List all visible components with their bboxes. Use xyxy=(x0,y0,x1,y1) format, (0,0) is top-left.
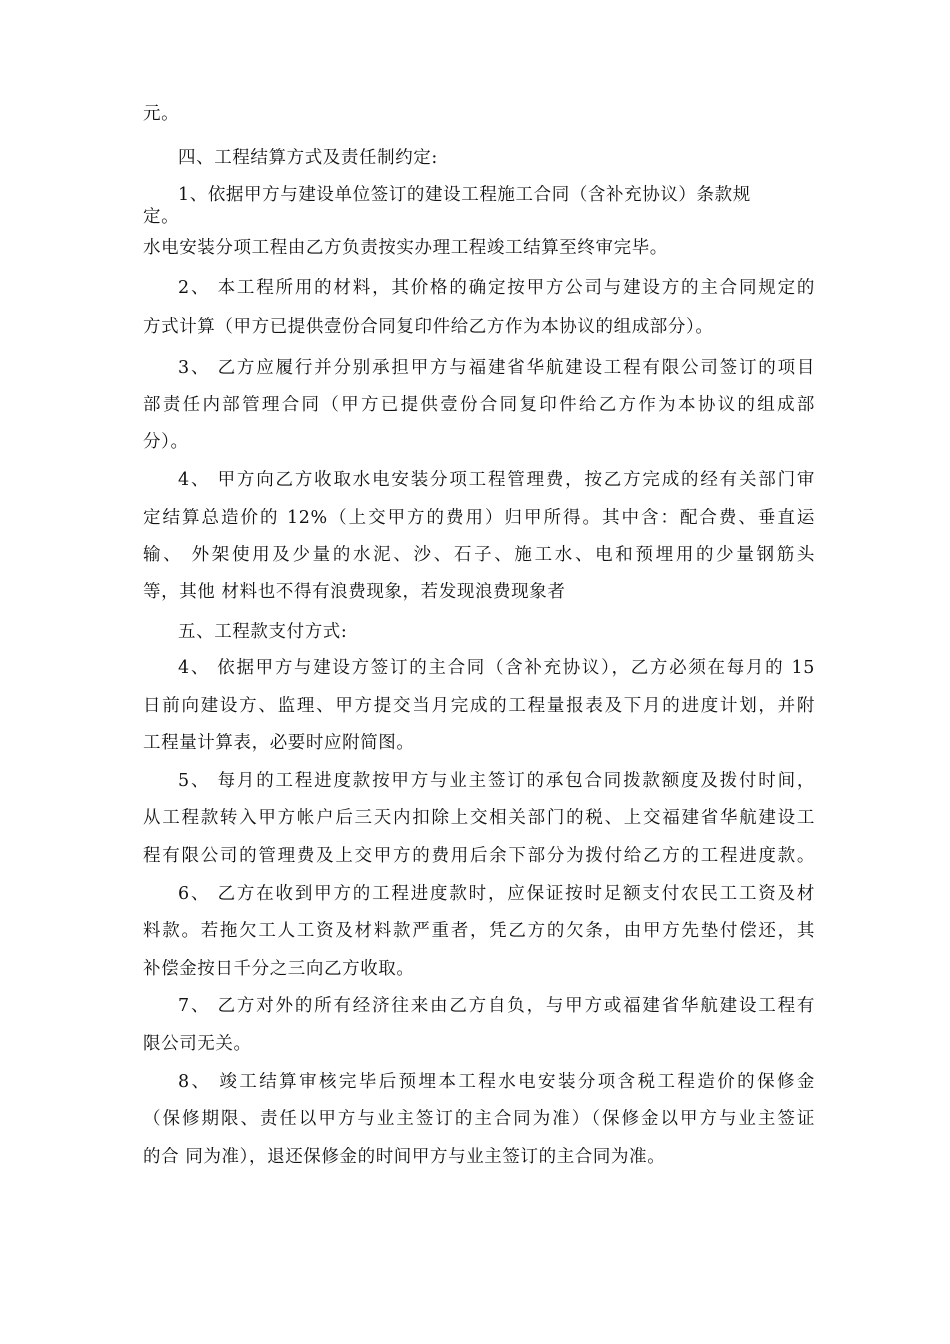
text-line-9: 部责任内部管理合同（甲方已提供壹份合同复印件给乙方作为本协议的组成部 xyxy=(143,395,815,415)
text-line-13: 输、 外架使用及少量的水泥、沙、石子、施工水、电和预埋用的少量钢筋头 xyxy=(143,545,815,565)
text-line-29: 的合 同为准），退还保修金的时间甲方与业主签订的主合同为准。 xyxy=(143,1147,666,1167)
text-line-5: 水电安装分项工程由乙方负责按实办理工程竣工结算至终审完毕。 xyxy=(143,238,668,258)
text-line-21: 程有限公司的管理费及上交甲方的费用后余下部分为拨付给乙方的工程进度款。 xyxy=(143,846,815,866)
text-line-23: 料款。若拖欠工人工资及材料款严重者，凭乙方的欠条，由甲方先垫付偿还，其 xyxy=(143,921,815,941)
text-line-16: 4、 依据甲方与建设方签订的主合同（含补充协议），乙方必须在每月的 15 xyxy=(178,658,815,678)
text-line-19: 5、 每月的工程进度款按甲方与业主签订的承包合同拨款额度及拨付时间， xyxy=(178,771,815,791)
text-line-8: 3、 乙方应履行并分别承担甲方与福建省华航建设工程有限公司签订的项目 xyxy=(178,358,815,378)
text-line-14: 等，其他 材料也不得有浪费现象，若发现浪费现象者 xyxy=(143,582,566,602)
text-line-6: 2、 本工程所用的材料，其价格的确定按甲方公司与建设方的主合同规定的 xyxy=(178,278,815,298)
text-line-27: 8、 竣工结算审核完毕后预埋本工程水电安装分项含税工程造价的保修金 xyxy=(178,1072,815,1092)
text-line-10: 分）。 xyxy=(143,432,189,452)
text-line-4: 定。 xyxy=(143,207,180,227)
text-line-22: 6、 乙方在收到甲方的工程进度款时，应保证按时足额支付农民工工资及材 xyxy=(178,884,815,904)
text-line-25: 7、 乙方对外的所有经济往来由乙方自负，与甲方或福建省华航建设工程有 xyxy=(178,996,815,1016)
text-line-26: 限公司无关。 xyxy=(143,1034,252,1054)
text-line-1: 元。 xyxy=(143,104,180,124)
section-heading-4: 四、工程结算方式及责任制约定: xyxy=(178,148,438,168)
text-line-3: 1、依据甲方与建设单位签订的建设工程施工合同（含补充协议）条款规 xyxy=(178,185,751,205)
text-line-12: 定结算总造价的 12%（上交甲方的费用）归甲所得。其中含：配合费、垂直运 xyxy=(143,508,815,528)
text-line-18: 工程量计算表，必要时应附简图。 xyxy=(143,733,415,753)
text-line-11: 4、 甲方向乙方收取水电安装分项工程管理费，按乙方完成的经有关部门审 xyxy=(178,470,815,490)
text-line-24: 补偿金按日千分之三向乙方收取。 xyxy=(143,959,415,979)
text-line-7: 方式计算（甲方已提供壹份合同复印件给乙方作为本协议的组成部分）。 xyxy=(143,317,714,337)
section-heading-5: 五、工程款支付方式: xyxy=(178,622,348,642)
text-line-28: （保修期限、责任以甲方与业主签订的主合同为准）（保修金以甲方与业主签证 xyxy=(143,1109,815,1129)
text-line-20: 从工程款转入甲方帐户后三天内扣除上交相关部门的税、上交福建省华航建设工 xyxy=(143,808,815,828)
text-line-17: 日前向建设方、监理、甲方提交当月完成的工程量报表及下月的进度计划，并附 xyxy=(143,696,815,716)
